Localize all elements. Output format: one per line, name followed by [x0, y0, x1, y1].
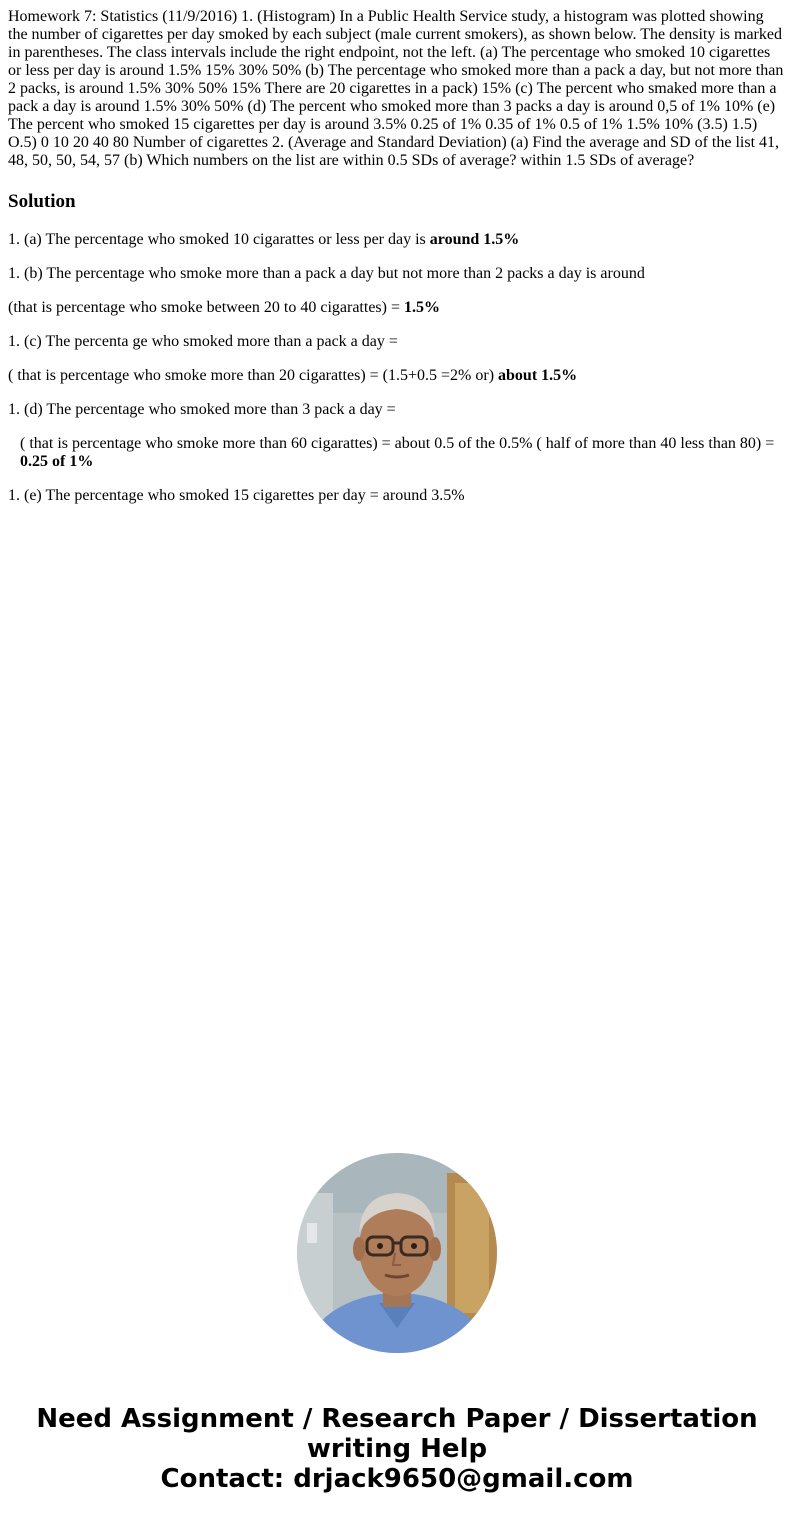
- solution-part-d-answer: 0.25 of 1%: [20, 453, 94, 470]
- solution-part-a-text: 1. (a) The percentage who smoked 10 cigarattes or less per day is: [8, 231, 430, 248]
- solution-part-c-line2: [8, 367, 786, 385]
- author-portrait-image: [297, 1153, 497, 1353]
- solution-part-d-text: ( that is percentage who smoke more than 60 cigarattes) = about 0.5 of the 0.5% ( half of more than 40 less than 80) =: [20, 435, 775, 452]
- solution-part-b-answer: 1.5%: [404, 299, 440, 316]
- document-body: [8, 8, 786, 505]
- solution-part-a-answer: around 1.5%: [429, 231, 520, 248]
- contact-footer: [0, 1404, 794, 1494]
- solution-part-b-line1: 1. (b) The percentage who smoke more than a pack a day but not more than 2 packs a day is around: [8, 265, 645, 282]
- footer-line-2: writing Help: [306, 1434, 488, 1464]
- solution-part-a: [8, 231, 786, 249]
- solution-part-d-line1: 1. (d) The percentage who smoked more than 3 pack a day =: [8, 401, 396, 418]
- solution-part-b-text: (that is percentage who smoke between 20 to 40 cigarattes) =: [8, 299, 404, 316]
- author-avatar: [297, 1153, 497, 1353]
- solution-part-b-line2: [8, 299, 786, 317]
- footer-line-1: Need Assignment / Research Paper / Dissertation: [36, 1404, 758, 1434]
- solution-part-c-text: ( that is percentage who smoke more than 20 cigarattes) = (1.5+0.5 =2% or): [8, 367, 499, 384]
- homework-question-text: Homework 7: Statistics (11/9/2016) 1. (Histogram) In a Public Health Service study, a histogram was plotted showing the number of cigarettes per day smoked by each subject (male current smokers), as shown below. The density is marked in parentheses. The class intervals include the right endpoint, not the left. (a) The percentage who smoked 10 cigarettes or less per day is around 1.5% 15% 30% 50% (b) The percentage who smoked more than a pack a day, but not more than 2 packs, is around 1.5% 30% 50% 15% There are 20 cigarettes in a pack) 15% (c) The percent who smaked more than a pack a day is around 1.5% 30% 50% (d) The percent who smoked more than 3 packs a day is around 0,5 of 1% 10% (e) The percent who smoked 15 cigarettes per day is around 3.5% 0.25 of 1% 0.35 of 1% 0.5 of 1% 1.5% 10% (3.5) 1.5) O.5) 0 10 20 40 80 Number of cigarettes 2. (Average and Standard Deviation) (a) Find the average and SD of the list 41, 48, 50, 50, 54, 57 (b) Which numbers on the list are within 0.5 SDs of average? within 1.5 SDs of average?: [8, 8, 784, 169]
- footer-contact-email: Contact: drjack9650@gmail.com: [160, 1464, 634, 1494]
- solution-part-e: 1. (e) The percentage who smoked 15 cigarettes per day = around 3.5%: [8, 487, 465, 504]
- solution-part-c-answer: about 1.5%: [498, 367, 578, 384]
- solution-part-c-line1: 1. (c) The percenta ge who smoked more than a pack a day =: [8, 333, 398, 350]
- solution-heading: Solution: [8, 191, 76, 212]
- solution-part-d-line2: [8, 435, 786, 471]
